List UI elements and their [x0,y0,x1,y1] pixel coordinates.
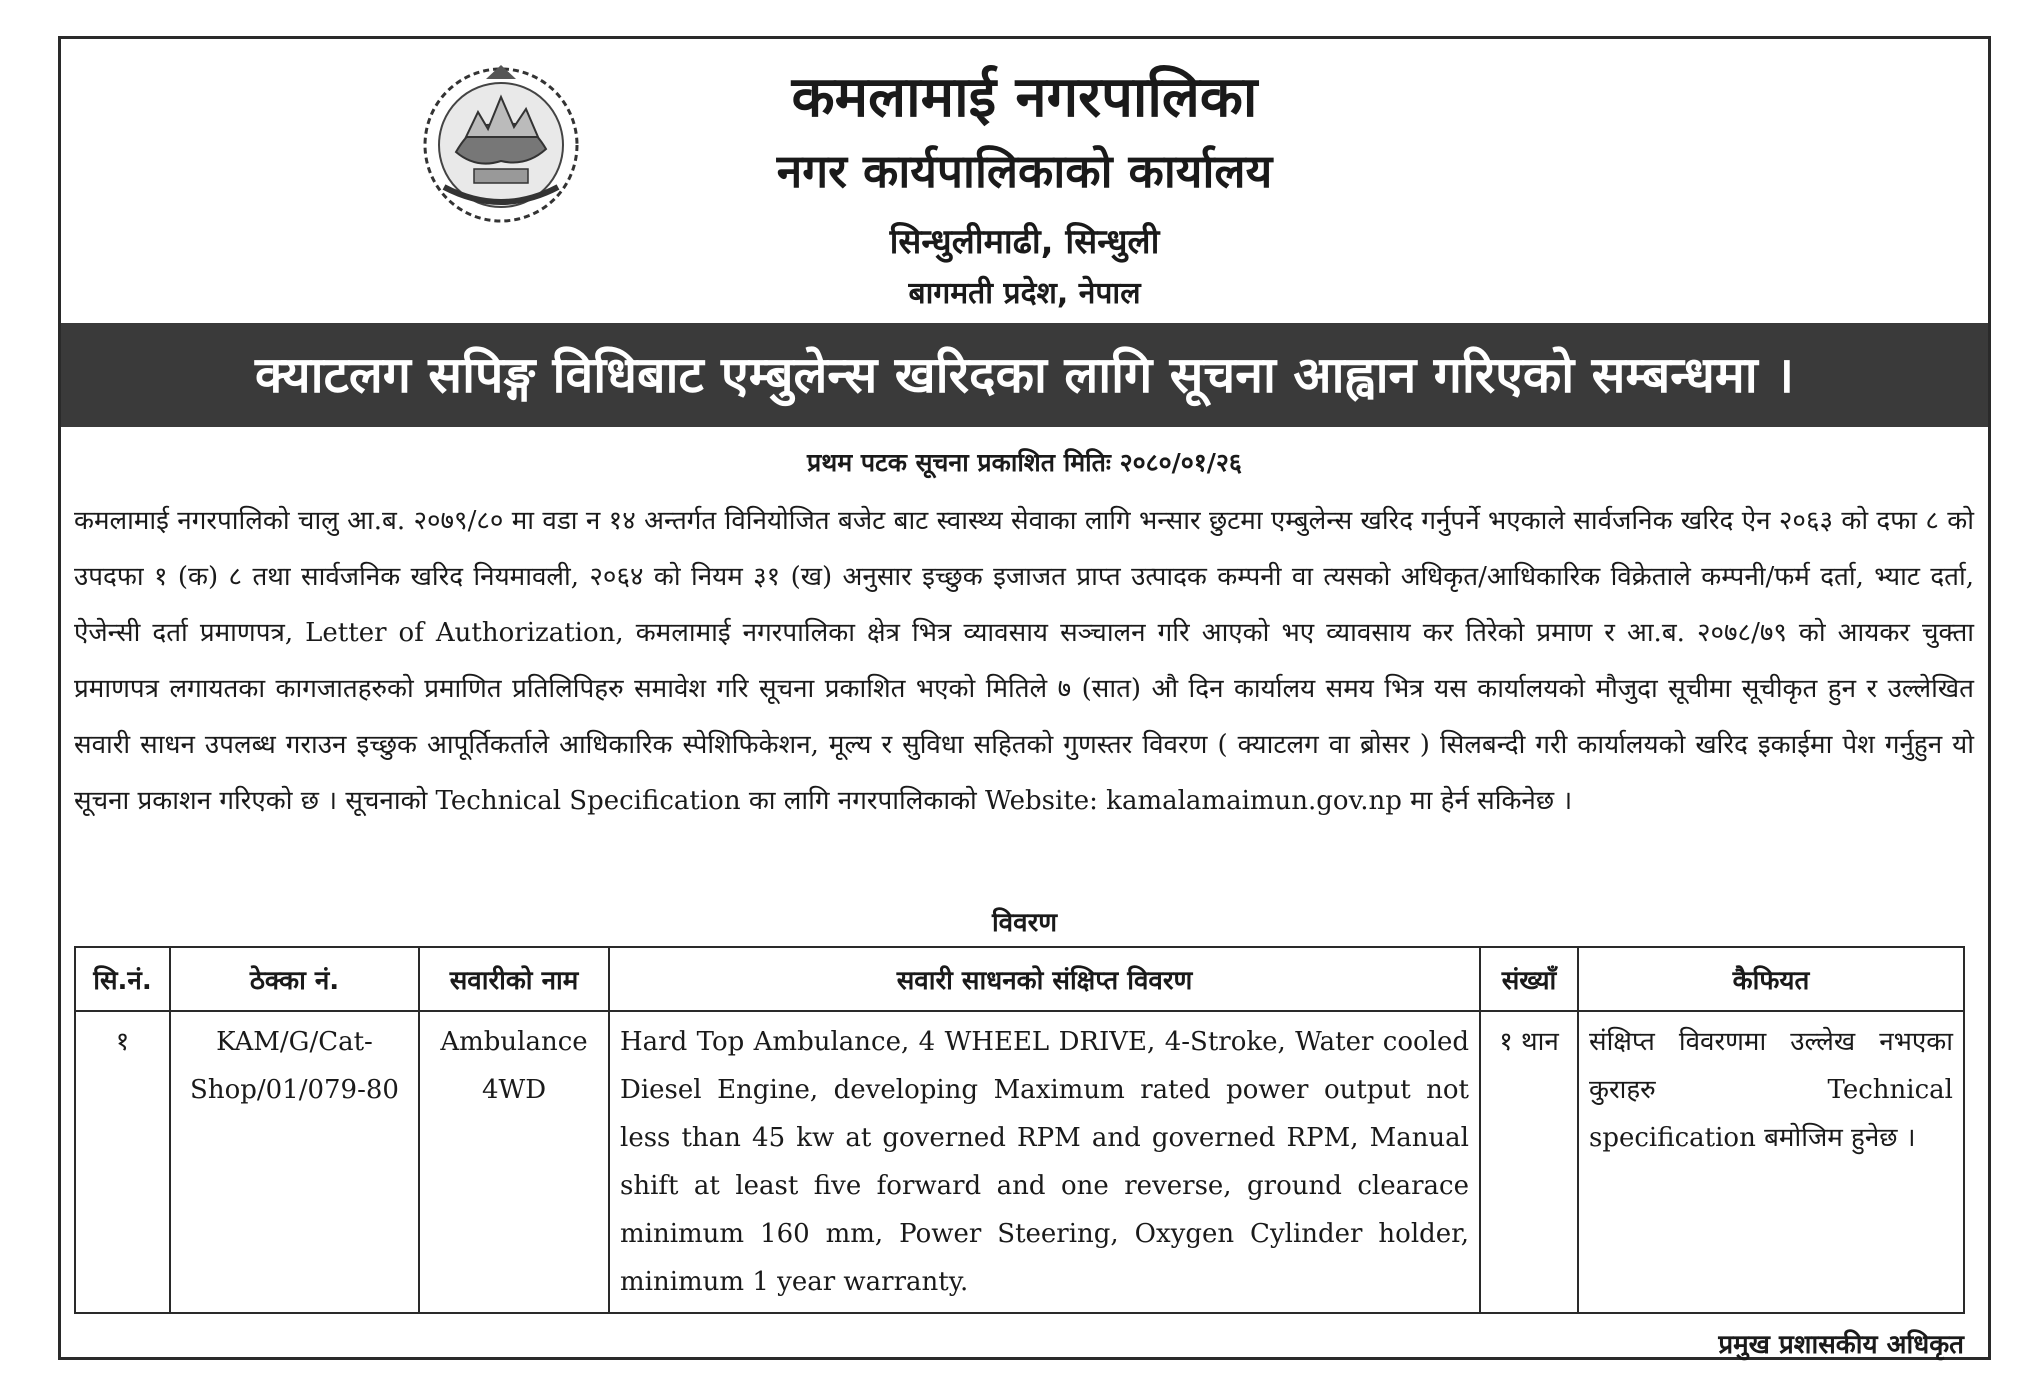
column-header: सवारीको नाम [419,947,609,1011]
details-table [74,946,1965,1314]
quantity-cell: १ थान [1480,1011,1578,1313]
office-name: नगर कार्यपालिकाको कार्यालय [776,144,1273,198]
remarks-cell: संक्षिप्त विवरणमा उल्लेख नभएका कुराहरु Technical specification बमोजिम हुनेछ । [1578,1011,1964,1313]
published-date: प्रथम पटक सूचना प्रकाशित मितिः २०८०/०१/२६ [807,448,1242,477]
org-name: कमलामाई नगरपालिका [791,65,1258,130]
vehicle-name-cell: Ambulance 4WD [419,1011,609,1313]
column-header: कैफियत [1578,947,1964,1011]
notice-body: कमलामाई नगरपालिको चालु आ.ब. २०७९/८० मा वडा न १४ अन्तर्गत विनियोजित बजेट बाट स्वास्थ्य सेवाका लागि भन्सार छुटमा एम्बुलेन्स खरिद गर्नुपर्ने भएकाले सार्वजनिक खरिद ऐन २०६३ को दफा ८ को उपदफा १ (क) ८ तथा सार्वजनिक खरिद नियमावली, २०६४ को नियम ३१ (ख) अनुसार इच्छुक इजाजत प्राप्त उत्पादक कम्पनी वा त्यसको अधिकृत/आधिकारिक विक्रेताले कम्पनी/फर्म दर्ता, भ्याट दर्ता, ऐजेन्सी दर्ता प्रमाणपत्र, Letter of Authorization, कमलामाई नगरपालिका क्षेत्र भित्र व्यावसाय सञ्चालन गरि आएको भए व्यावसाय कर तिरेको प्रमाण र आ.ब. २०७८/७९ को आयकर चुक्ता प्रमाणपत्र लगायतका कागजातहरुको प्रमाणित प्रतिलिपिहरु समावेश गरि सूचना प्रकाशित भएको मितिले ७ (सात) औ दिन कार्यालय समय भित्र यस कार्यालयको मौजुदा सूचीमा सूचीकृत हुन र उल्लेखित सवारी साधन उपलब्ध गराउन इच्छुक आपूर्तिकर्ताले आधिकारिक स्पेशिफिकेशन, मूल्य र सुविधा सहितको गुणस्तर विवरण ( क्याटलग वा ब्रोसर ) सिलबन्दी गरी कार्यालयको खरिद इकाईमा पेश गर्नुहुन यो सूचना प्रकाशन गरिएको छ । सूचनाको Technical Specification का लागि नगरपालिकाको Website: kamalamaimun.gov.np मा हेर्न सकिनेछ । [74,506,1974,816]
column-header: संख्याँ [1480,947,1578,1011]
letterhead [61,39,1988,323]
table-row [75,1011,1964,1313]
office-province: बागमती प्रदेश, नेपाल [908,276,1141,311]
notice-document [58,36,1991,1360]
column-header: ठेक्का नं. [170,947,419,1011]
details-heading: विवरण [991,908,1058,938]
office-location: सिन्धुलीमाढी, सिन्धुली [889,222,1160,262]
serial-number-cell: १ [75,1011,170,1313]
contract-number-cell: KAM/G/Cat-Shop/01/079-80 [170,1011,419,1313]
column-header: सि.नं. [75,947,170,1011]
vehicle-description-cell: Hard Top Ambulance, 4 WHEEL DRIVE, 4-Stroke, Water cooled Diesel Engine, developing Maximum rated power output not less than 45 kw at governed RPM and governed RPM, Manual shift at least five forward and one reverse, ground clearace minimum 160 mm, Power Steering, Oxygen Cylinder holder, minimum 1 year warranty. [609,1011,1480,1313]
notice-title-banner: क्याटलग सपिङ्ग विधिबाट एम्बुलेन्स खरिदका लागि सूचना आह्वान गरिएको सम्बन्धमा । [61,323,1988,427]
table-header-row [75,947,1964,1011]
column-header: सवारी साधनको संक्षिप्त विवरण [609,947,1480,1011]
signatory-title: प्रमुख प्रशासकीय अधिकृत [1718,1330,1964,1360]
